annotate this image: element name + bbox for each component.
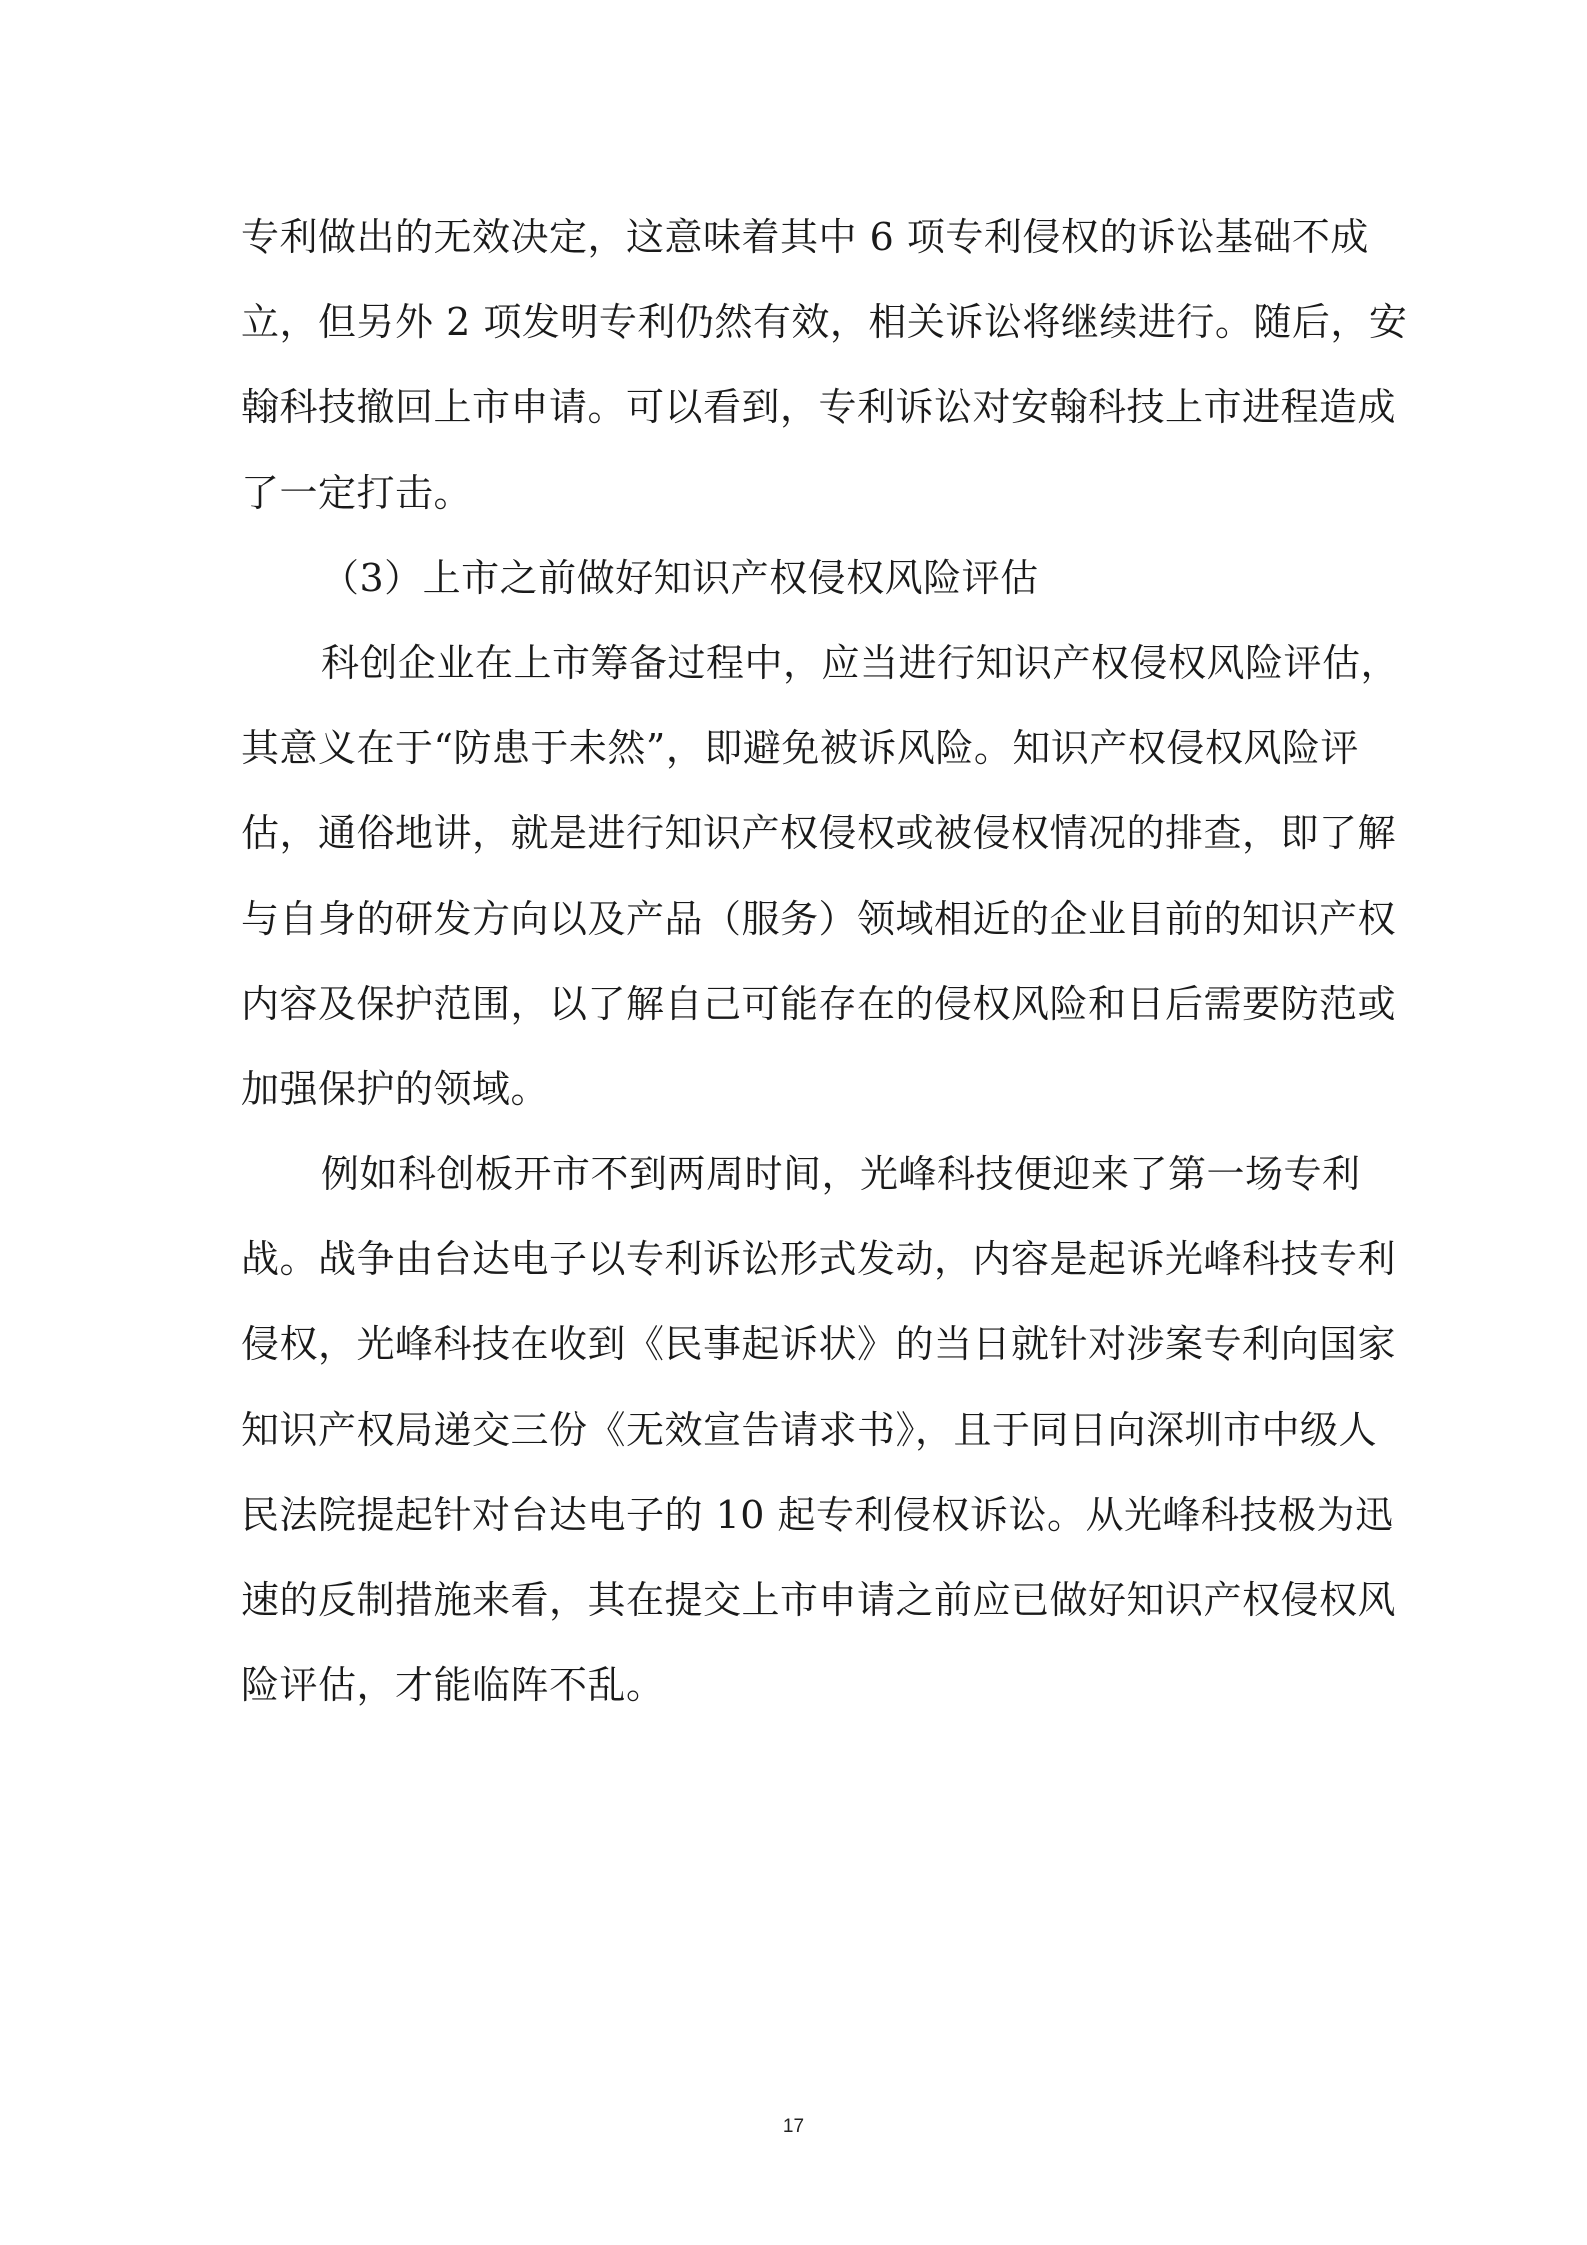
section-heading: （3）上市之前做好知识产权侵权风险评估	[321, 555, 1039, 600]
body-text	[241, 205, 1408, 1738]
text-line: 战。战争由台达电子以专利诉讼形式发动，内容是起诉光峰科技专利	[241, 1237, 1397, 1282]
text-line: 速的反制措施来看，其在提交上市申请之前应已做好知识产权侵权风	[241, 1578, 1397, 1622]
text-line: 翰科技撤回上市申请。可以看到，专利诉讼对安翰科技上市进程造成	[241, 385, 1397, 430]
text-line: 例如科创板开市不到两周时间，光峰科技便迎来了第一场专利	[321, 1152, 1361, 1197]
text-line: 险评估，才能临阵不乱。	[241, 1663, 665, 1708]
page-number: 17	[782, 2116, 805, 2137]
text-line: 与自身的研发方向以及产品（服务）领域相近的企业目前的知识产权	[241, 896, 1397, 941]
text-line: 估，通俗地讲，就是进行知识产权侵权或被侵权情况的排查，即了解	[241, 811, 1397, 856]
text-line: 专利做出的无效决定，这意味着其中 6 项专利侵权的诉讼基础不成	[241, 215, 1369, 259]
text-line: 内容及保护范围，以了解自己可能存在的侵权风险和日后需要防范或	[241, 981, 1397, 1026]
text-line: 侵权，光峰科技在收到《民事起诉状》的当日就针对涉案专利向国家	[241, 1322, 1397, 1367]
text-line: 其意义在于“防患于未然”，即避免被诉风险。知识产权侵权风险评	[241, 726, 1359, 771]
text-line: 立，但另外 2 项发明专利仍然有效，相关诉讼将继续进行。随后，安	[241, 300, 1408, 345]
text-line: 了一定打击。	[241, 470, 473, 515]
text-line: 知识产权局递交三份《无效宣告请求书》，且于同日向深圳市中级人	[241, 1407, 1378, 1452]
text-line: 科创企业在上市筹备过程中，应当进行知识产权侵权风险评估，	[321, 640, 1400, 685]
text-line: 民法院提起针对台达电子的 10 起专利侵权诉讼。从光峰科技极为迅	[241, 1492, 1394, 1537]
text-line: 加强保护的领域。	[241, 1066, 550, 1111]
